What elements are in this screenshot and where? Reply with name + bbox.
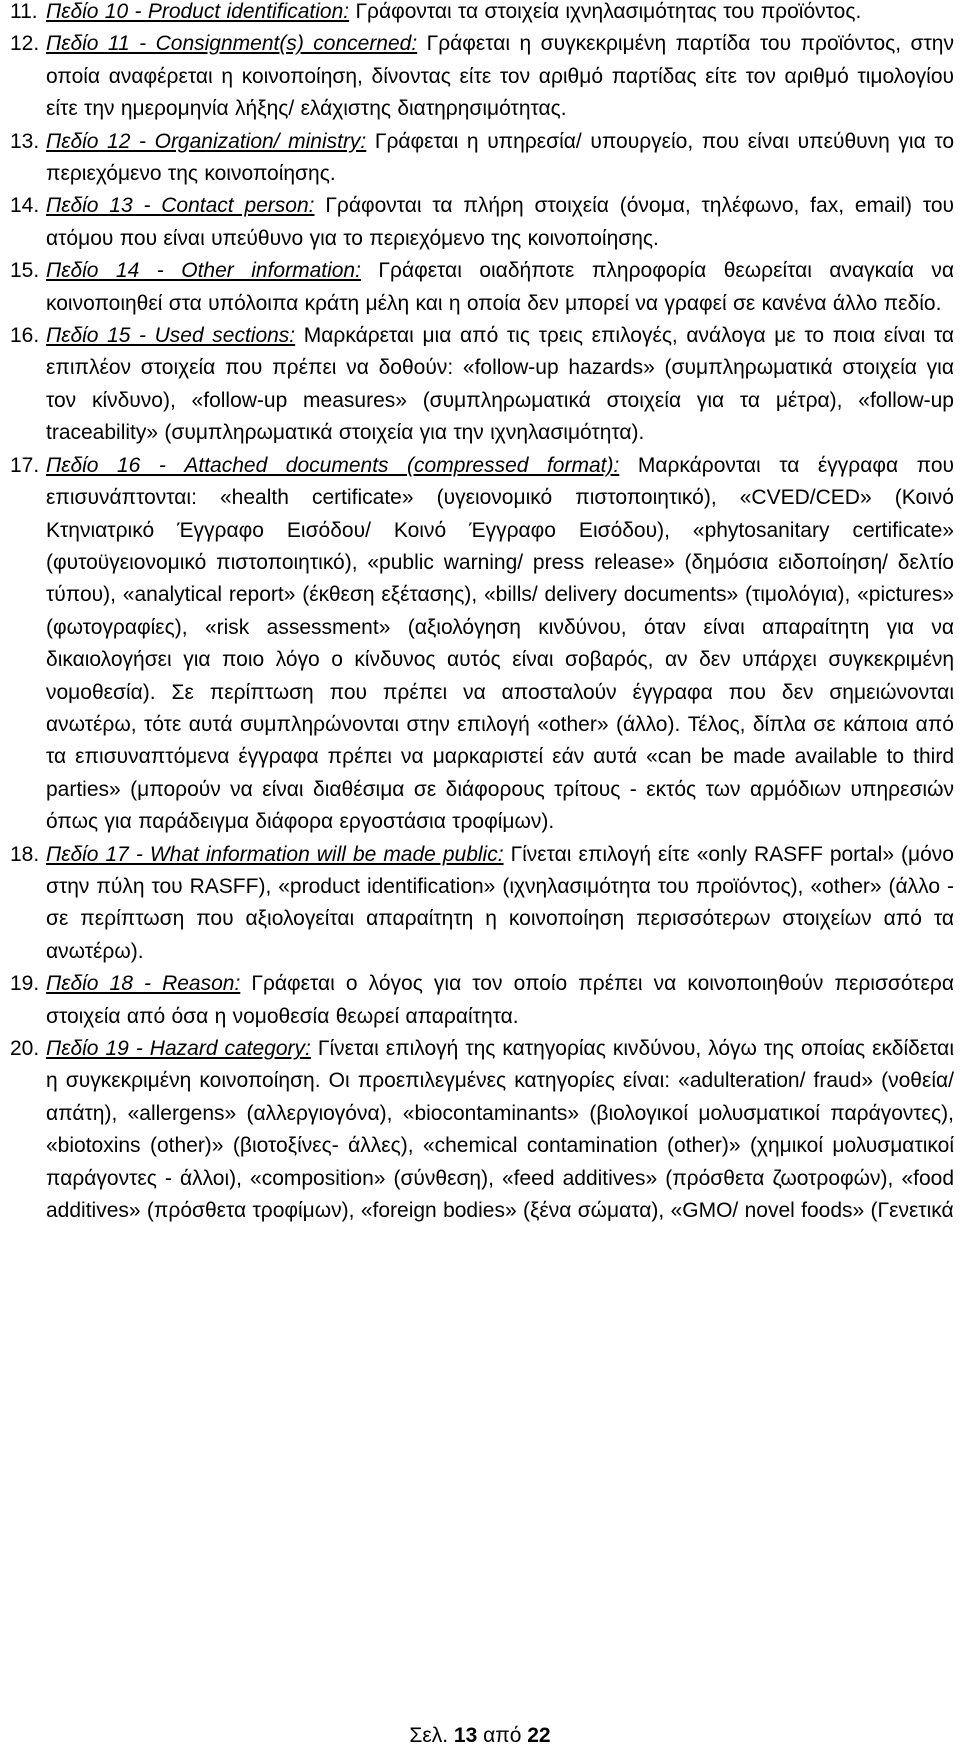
field-label: Πεδίο 19 - Hazard category: (46, 1037, 311, 1060)
item-content (46, 255, 954, 320)
field-label: Πεδίο 16 - Attached documents (compressed format): (46, 453, 620, 477)
item-content (46, 450, 954, 839)
item-content (46, 1033, 954, 1227)
item-number: 13. (10, 129, 40, 153)
item-content (46, 28, 954, 125)
field-instructions-list (10, 0, 954, 1227)
item-text: Γίνεται επιλογή της κατηγορίας κινδύνου, λόγω της οποίας εκδίδεται η συγκεκριμένη κοινοποίηση. Οι προεπιλεγμένες κατηγορίες είναι: «adulteration/ fraud» (νοθεία/ απάτη), «allergens» (αλλεργιογόνα), «biocontaminants» (βιολογικοί μολυσματικοί παράγοντες), «biotoxins (other)» (βιοτοξίνες- άλλες), «chemical contamination (other)» (χημικοί μολυσματικοί παράγοντες - άλλοι), «composition» (σύνθεση), «feed additives» (πρόσθετα ζωοτροφών), «food additives» (πρόσθετα τροφίμων), «foreign bodies» (ξένα σώματα), «GMO/ novel foods» (Γενετικά (46, 1037, 954, 1223)
list-item (10, 190, 954, 255)
field-label: Πεδίο 15 - Used sections: (46, 324, 296, 348)
field-label: Πεδίο 12 - Organization/ ministry: (46, 129, 367, 153)
item-number: 16. (10, 324, 40, 348)
item-number: 15. (10, 259, 40, 283)
item-text: Γράφονται τα πλήρη στοιχεία (όνομα, τηλέφωνο, fax, email) του ατόμου που είναι υπεύθυνο για το περιεχόμενο της κοινοποίησης. (46, 194, 954, 250)
field-label: Πεδίο 10 - Product identification: (46, 0, 350, 23)
page-number-total: 22 (527, 1724, 551, 1747)
list-item (10, 1033, 954, 1227)
page-footer (0, 1722, 960, 1750)
list-item (10, 0, 954, 28)
list-item (10, 320, 954, 450)
item-number: 17. (10, 453, 40, 477)
item-number: 19. (10, 972, 40, 996)
item-text: Γράφεται ο λόγος για τον οποίο πρέπει να κοινοποιηθούν περισσότερα στοιχεία από όσα η νομοθεσία θεωρεί απαραίτητα. (46, 972, 955, 1028)
item-number: 18. (10, 842, 40, 866)
field-label: Πεδίο 13 - Contact person: (46, 194, 315, 218)
field-label: Πεδίο 17 - What information will be made public: (46, 842, 504, 866)
page-number-current: 13 (453, 1724, 478, 1747)
page-separator: από (477, 1724, 528, 1747)
item-text: Γράφεται η υπηρεσία/ υπουργείο, που είναι υπεύθυνη για το περιεχόμενο της κοινοποίησης. (46, 129, 954, 186)
field-label: Πεδίο 11 - Consignment(s) concerned: (46, 32, 418, 56)
item-text: Μαρκάρονται τα έγγραφα που επισυνάπτονται: «health certificate» (υγειονομικό πιστοποιητικό), «CVED/CED» (Κοινό Κτηνιατρικό Έγγραφο Εισόδου/ Κοινό Έγγραφο Εισόδου), «phytosanitary certificate» (φυτοϋγειονομικό πιστοποιητικό), «public warning/ press release» (δημόσια ειδοποίηση/ δελτίο τύπου), «analytical report» (έκθεση εξέτασης), «bills/ delivery documents» (τιμολόγια), «pictures» (φωτογραφίες), «risk assessment» (αξιολόγηση κινδύνου, όταν είναι απαραίτητη για να δικαιολογήσει για ποιο λόγο ο κίνδυνος αυτός είναι σοβαρός, αν δεν υπάρχει συγκεκριμένη νομοθεσία). Σε περίπτωση που πρέπει να αποσταλούν έγγραφα που δεν σημειώνονται ανωτέρω, τότε αυτά συμπληρώνονται στην επιλογή «other» (άλλο). Τέλος, δίπλα σε κάποια από τα επισυναπτόμενα έγγραφα πρέπει να μαρκαριστεί εάν αυτά «can be made available to third parties» (μπορούν να είναι διαθέσιμα σε διάφορους τρίτους - εκτός των αρμόδιων υπηρεσιών όπως για παράδειγμα διάφορα εργοστάσια τροφίμων). (46, 453, 954, 834)
item-content (46, 126, 954, 191)
item-number: 14. (10, 194, 40, 218)
item-content (46, 839, 954, 969)
field-label: Πεδίο 18 - Reason: (46, 972, 241, 996)
list-item (10, 968, 954, 1033)
list-item (10, 255, 954, 320)
item-content (46, 190, 954, 255)
page-prefix: Σελ. (409, 1724, 454, 1747)
item-text: Γίνεται επιλογή είτε «only RASFF portal» (μόνο στην πύλη του RASFF), «product identification» (ιχνηλασιμότητα του προϊόντος), «other» (άλλο - σε περίπτωση που αξιολογείται απαραίτητη η κοινοποίηση περισσότερων στοιχείων από τα ανωτέρω). (46, 842, 954, 963)
list-item (10, 450, 954, 839)
item-content (46, 968, 954, 1033)
list-item (10, 126, 954, 191)
item-content (46, 0, 954, 28)
field-label: Πεδίο 14 - Other information: (46, 259, 361, 283)
list-item (10, 839, 954, 969)
item-text: Γράφονται τα στοιχεία ιχνηλασιμότητας του προϊόντος. (349, 0, 862, 23)
item-number: 12. (10, 32, 40, 56)
item-content (46, 320, 954, 450)
list-item (10, 28, 954, 125)
item-number: 20. (10, 1037, 40, 1060)
item-text: Μαρκάρεται μια από τις τρεις επιλογές, ανάλογα με το ποια είναι τα επιπλέον στοιχεία που πρέπει να δοθούν: «follow-up hazards» (συμπληρωματικά στοιχεία για τον κίνδυνο), «follow-up measures» (συμπληρωματικά στοιχεία για τα μέτρα), «follow-up traceability» (συμπληρωματικά στοιχεία για την ιχνηλασιμότητα). (46, 324, 955, 445)
item-number: 11. (10, 0, 38, 23)
item-text: Γράφεται η συγκεκριμένη παρτίδα του προϊόντος, στην οποία αναφέρεται η κοινοποίηση, δίνοντας είτε τον αριθμό παρτίδας είτε τον αριθμό τιμολογίου είτε την ημερομηνία λήξης/ ελάχιστης διατηρησιμότητας. (46, 32, 954, 121)
item-text: Γράφεται οιαδήποτε πληροφορία θεωρείται αναγκαία να κοινοποιηθεί στα υπόλοιπα κράτη μέλη και η οποία δεν μπορεί να γραφεί σε κανένα άλλο πεδίο. (46, 259, 954, 315)
